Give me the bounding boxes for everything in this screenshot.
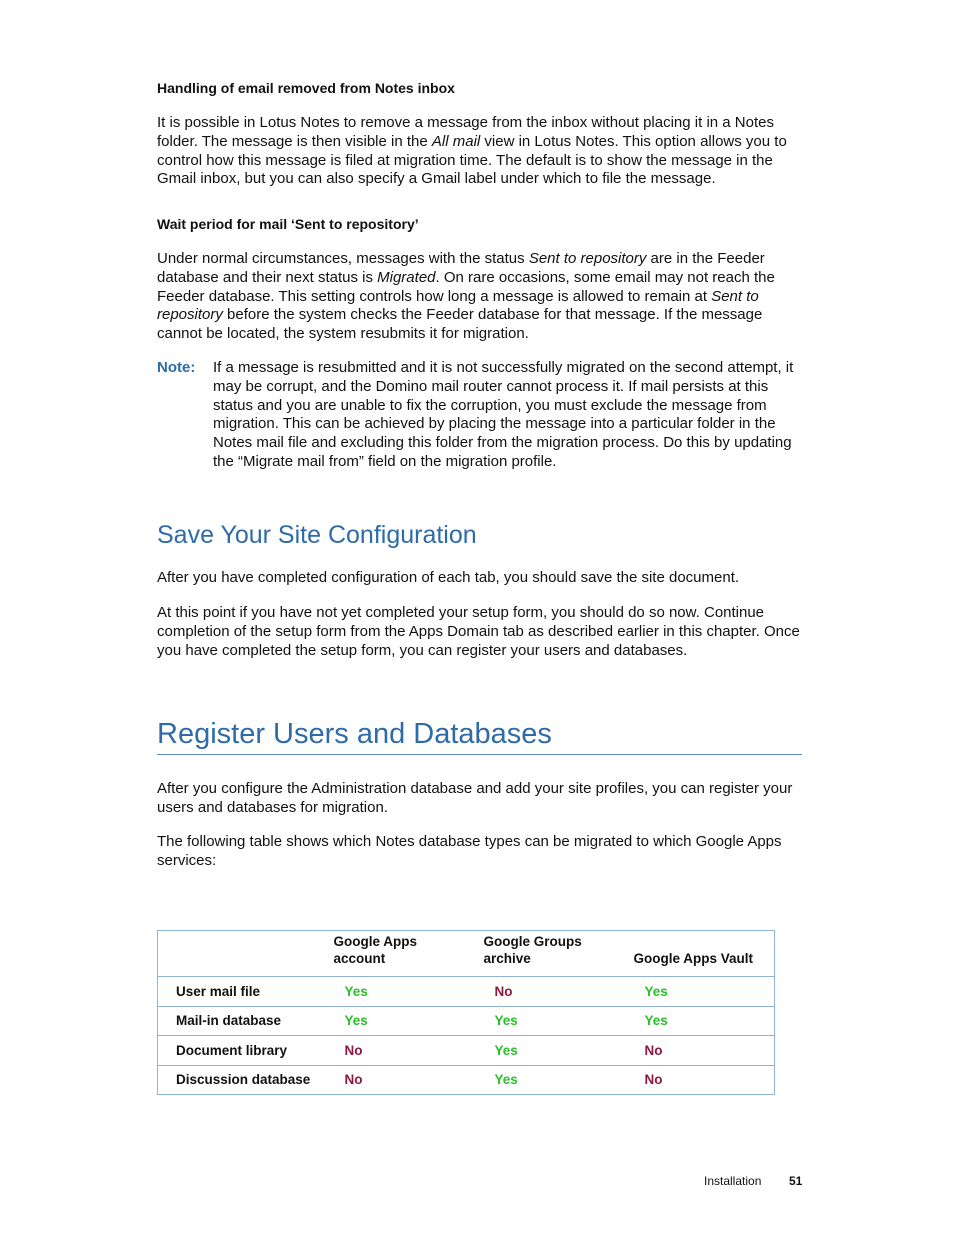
paragraph-save-1: After you have completed configuration of each tab, you should save the site document. [157,569,740,586]
value-yes: Yes [494,1013,518,1029]
value-yes: Yes [494,1072,518,1088]
table-row [158,1065,775,1095]
row-label: Mail-in database [158,1006,334,1036]
header-cell [484,931,634,977]
header-text: Google Groups archive [483,934,582,966]
emphasis: Migrated [377,268,436,286]
text: are in the Feeder database and their next status is [157,250,765,286]
heading-save-site-configuration: Save Your Site Configuration [157,521,477,549]
table-cell [484,1065,634,1095]
header-cell: Google Apps Vault [634,931,775,977]
table-row [158,977,775,1007]
note-text: If a message is resubmitted and it is not successfully migrated on the second attempt, it may be corrupt, and the Domino mail router cannot process it. If mail persists at this status and you are unable to fix the corruption, you must exclude the message from migration. This can be achieved by placing the message into a particular folder in the Notes mail file and excluding this folder from the migration process. Do this by updating the “Migrate mail from” field on the migration profile. [213,359,794,470]
table-cell [334,1036,484,1066]
text: Under normal circumstances, messages with the status [157,250,529,267]
heading-register-users: Register Users and Databases [157,718,802,755]
paragraph-register-1: After you configure the Administration database and add your site profiles, you can register your users and databases for migration. [157,780,793,816]
value-yes: Yes [644,1013,668,1029]
value-yes: Yes [644,983,668,999]
text: view in Lotus Notes. This option allows you to control how this message is filed at migration time. The default is to show the message in the Gmail inbox, but you can also specify a Gmail label under which to file the message. [157,132,787,188]
note-label: Note: [157,359,196,376]
table-cell [634,1036,775,1066]
paragraph-register-2: The following table shows which Notes database types can be migrated to which Google Apps services: [157,833,782,869]
table-cell [484,1036,634,1066]
value-yes: Yes [344,1013,368,1029]
subheading-wait-period: Wait period for mail ‘Sent to repository’ [157,216,419,232]
value-no: No [494,983,513,999]
paragraph-save-2: At this point if you have not yet completed your setup form, you should do so now. Continue completion of the setup form from the Apps Domain tab as described earlier in this chapter. Once you have completed the setup form, you can register your users and databases. [157,604,800,659]
text: before the system checks the Feeder database for that message. If the message cannot be located, the system resubmits it for migration. [157,306,763,343]
table-cell [634,1065,775,1095]
table-cell [334,1006,484,1036]
table-cell [484,977,634,1007]
table-header-row [158,931,775,977]
value-no: No [344,1042,363,1058]
emphasis: Sent to repository [528,250,647,267]
value-yes: Yes [344,983,368,999]
paragraph-wait-period [157,250,807,344]
paragraph-email-removed [157,114,807,189]
emphasis: All mail [431,132,481,150]
footer-section-name: Installation [704,1174,762,1188]
value-no: No [344,1072,363,1088]
subheading-email-removed: Handling of email removed from Notes inbox [157,80,455,96]
migration-table [157,930,775,1095]
table-row [158,1036,775,1066]
value-no: No [644,1072,663,1088]
table-cell [634,977,775,1007]
table-cell [334,1065,484,1095]
table-cell [634,1006,775,1036]
row-label: Document library [158,1036,334,1066]
text: . On rare occasions, some email may not reach the Feeder database. This setting controls how long a message is allowed to remain at [157,268,775,305]
table-cell [484,1006,634,1036]
header-cell [158,931,334,977]
value-yes: Yes [494,1042,518,1058]
value-no: No [644,1042,663,1058]
header-text: Google Apps account [333,934,417,966]
page-number: 51 [789,1174,803,1188]
table-row [158,1006,775,1036]
emphasis: Sent to repository [157,287,759,324]
header-cell [334,931,484,977]
table-cell [334,977,484,1007]
row-label: User mail file [158,977,334,1007]
row-label: Discussion database [158,1065,334,1095]
text: It is possible in Lotus Notes to remove a message from the inbox without placing it in a Notes folder. The message is then visible in the [157,114,774,150]
